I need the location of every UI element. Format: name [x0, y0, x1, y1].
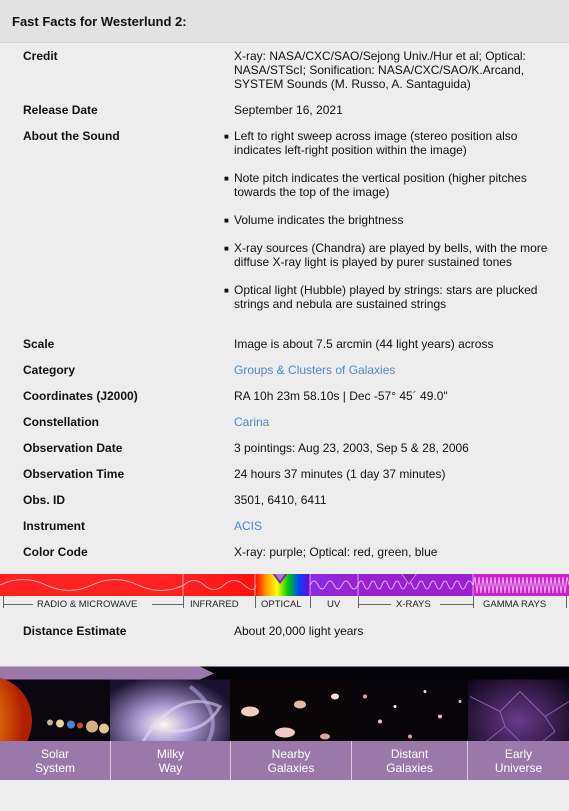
list-item: ■ Volume indicates the brightness: [224, 213, 404, 227]
category-link[interactable]: Groups & Clusters of Galaxies: [234, 363, 396, 377]
spectrum-label-infrared: INFRARED: [190, 599, 239, 610]
facts-header: [0, 0, 569, 43]
obs-id-value: 3501, 6410, 6411: [234, 493, 327, 507]
distance-label-distant-galaxies: Distant Galaxies: [352, 741, 467, 780]
spectrum-label-radio: RADIO & MICROWAVE: [37, 599, 138, 610]
bullet-icon: ■: [224, 174, 229, 183]
facts-title: Fast Facts for Westerlund 2:: [12, 14, 187, 29]
list-item: ■ Optical light (Hubble) played by strings: stars are plucked strings and nebula are sustained strings: [224, 283, 538, 311]
spectrum-bar: [0, 574, 569, 596]
observation-time-label: Observation Time: [23, 467, 125, 481]
credit-value: X-ray: NASA/CXC/SAO/Sejong Univ./Hur et al; Optical: NASA/STScI; Sonification: NASA/CXC/SAO/K.Arcand, SYSTEM Sounds (M. Russo, A. Santaguida): [234, 49, 526, 91]
coordinates-label: Coordinates (J2000): [23, 389, 138, 403]
obs-id-label: Obs. ID: [23, 493, 66, 507]
bullet-icon: ■: [224, 286, 229, 295]
spectrum-label-gamma: GAMMA RAYS: [483, 599, 547, 610]
scale-label: Scale: [23, 337, 55, 351]
observation-time-value: 24 hours 37 minutes (1 day 37 minutes): [234, 467, 446, 481]
category-label: Category: [23, 363, 76, 377]
sound-label: About the Sound: [23, 129, 120, 143]
constellation-link[interactable]: Carina: [234, 415, 270, 429]
observation-date-value: 3 pointings: Aug 23, 2003, Sep 5 & 28, 2006: [234, 441, 469, 455]
instrument-label: Instrument: [23, 519, 86, 533]
color-code-label: Color Code: [23, 545, 88, 559]
bullet-icon: ■: [224, 132, 229, 141]
scale-value: Image is about 7.5 arcmin (44 light years) across: [234, 337, 494, 351]
spectrum-label-optical: OPTICAL: [261, 599, 302, 610]
credit-label: Credit: [23, 49, 58, 63]
observation-date-label: Observation Date: [23, 441, 123, 455]
spectrum-label-uv: UV: [327, 599, 341, 610]
em-spectrum: [0, 574, 569, 614]
release-value: September 16, 2021: [234, 103, 343, 117]
bullet-icon: ■: [224, 244, 229, 253]
release-label: Release Date: [23, 103, 98, 117]
spectrum-label-xrays: X-RAYS: [396, 599, 431, 610]
list-item: ■ Left to right sweep across image (stereo position also indicates left-right position within the image): [224, 129, 518, 157]
sound-list: [222, 129, 552, 311]
xray-band: [358, 574, 473, 596]
instrument-link[interactable]: ACIS: [234, 519, 263, 533]
coordinates-value: RA 10h 23m 58.10s | Dec -57° 45´ 49.0": [234, 389, 448, 403]
distance-label-solar-system: Solar System: [0, 741, 110, 780]
list-item: ■ X-ray sources (Chandra) are played by bells, with the more diffuse X-ray light is played by purer sustained tones: [224, 241, 548, 269]
distance-label-nearby-galaxies: Nearby Galaxies: [231, 741, 351, 780]
list-item: ■ Note pitch indicates the vertical position (higher pitches towards the top of the image): [224, 171, 527, 199]
color-code-value: X-ray: purple; Optical: red, green, blue: [234, 545, 438, 559]
bullet-icon: ■: [224, 216, 229, 225]
distance-label: Distance Estimate: [23, 624, 127, 638]
distance-label-milky-way: Milky Way: [111, 741, 230, 780]
distance-value: About 20,000 light years: [234, 624, 364, 638]
distance-label-early-universe: Early Universe: [468, 741, 569, 780]
constellation-label: Constellation: [23, 415, 100, 429]
